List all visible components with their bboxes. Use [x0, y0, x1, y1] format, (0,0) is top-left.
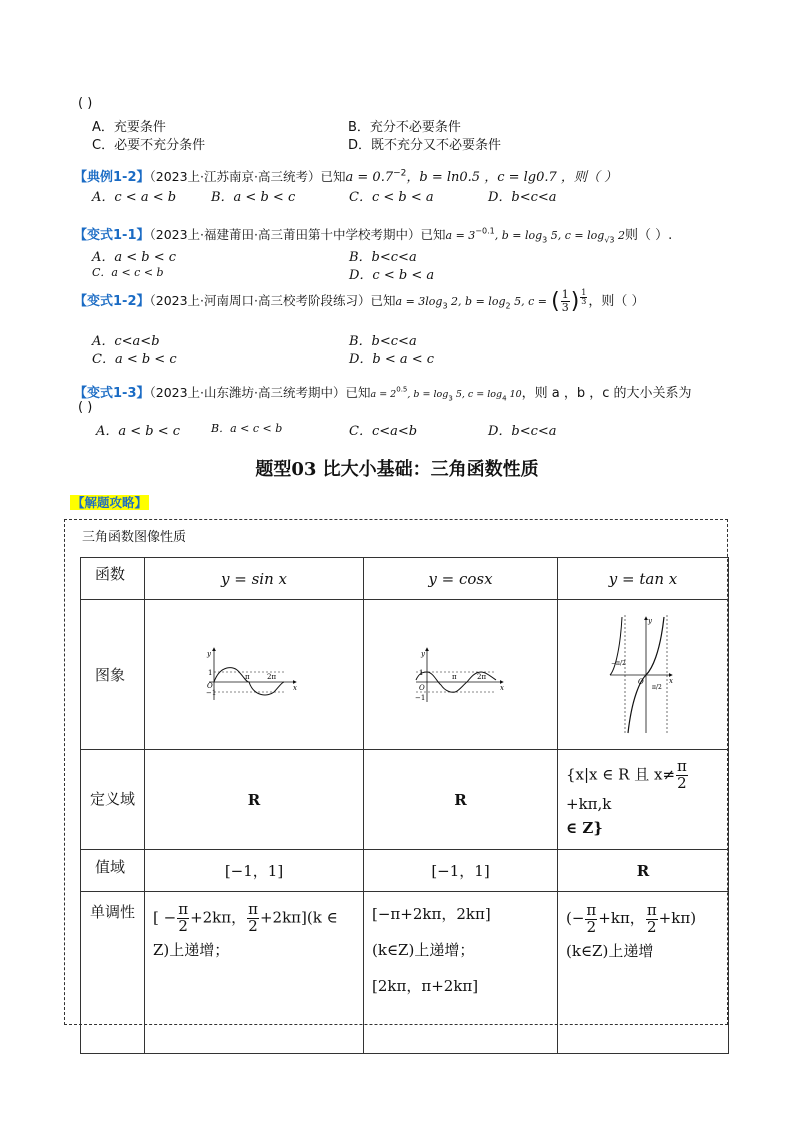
q4-option-a[interactable]: A．a < b < c	[96, 424, 181, 439]
header-tan: y = tan x	[558, 558, 729, 600]
tan-graph	[608, 613, 678, 737]
q3-stem	[74, 289, 645, 321]
q4-expr2: , b = log	[407, 389, 449, 400]
q0-paren: ( )	[78, 96, 93, 111]
mono-sin-frac2: $\frac{\pi}{2}$	[248, 900, 258, 935]
q4-source: （2023上·山东潍坊·高三统考期中）已知	[149, 385, 371, 400]
q3-option-a[interactable]: A．c<a<b	[92, 334, 160, 349]
table-row	[81, 558, 729, 600]
row-graph-label: 图象	[81, 600, 145, 750]
mono-sin	[145, 892, 364, 1054]
tan-y-label: y	[648, 616, 652, 625]
q3-option-d[interactable]: D．b < a < c	[349, 352, 435, 367]
q4-sub1: 3	[448, 394, 453, 403]
domain-tan-part-a: {x|x ∈ R 且 x≠	[566, 765, 676, 784]
q3-exponent: 1 3	[581, 288, 587, 307]
tan-origin-label: O	[638, 677, 644, 686]
header-cos: y = cosx	[364, 558, 558, 600]
box-title: 三角函数图像性质	[82, 530, 187, 545]
q4-expr3: 5, c = log	[452, 389, 503, 400]
q3-option-c[interactable]: C．a < b < c	[92, 352, 177, 367]
row-range-label: 值域	[81, 850, 145, 892]
sin-y-label: y	[207, 649, 211, 658]
sin-origin-label: O	[207, 681, 213, 690]
trig-properties-table	[80, 557, 729, 1054]
q2-option-b[interactable]: B．b<c<a	[349, 250, 417, 265]
header-func: 函数	[81, 558, 145, 600]
q2-option-d[interactable]: D．c < b < a	[349, 268, 435, 283]
sin-one-label: 1	[208, 668, 213, 677]
q2-option-c[interactable]: C．a < c < b	[92, 266, 164, 279]
q0-option-b[interactable]: B．充分不必要条件	[348, 120, 461, 135]
mono-cos	[364, 892, 558, 1054]
q2-expr3: 5, c = log	[547, 229, 605, 242]
table-row	[81, 850, 729, 892]
q2-option-a[interactable]: A．a < b < c	[92, 250, 177, 265]
mono-sin-a: [ −	[153, 908, 177, 927]
q1-exp-a: −2	[393, 168, 407, 179]
q2-expr2: , b = log	[494, 229, 543, 242]
domain-tan-part-c: ∈ Z}	[566, 818, 603, 837]
q4-option-d[interactable]: D．b<c<a	[488, 424, 557, 439]
mono-sin-d: Z)上递增；	[153, 940, 230, 959]
mono-cos-b: (k∈Z)上递增；	[372, 941, 475, 959]
mono-sin-frac1: $\frac{\pi}{2}$	[178, 900, 189, 935]
q1-tag: 【典例1-2】	[74, 170, 150, 185]
sin-neg-one-label: −1	[206, 688, 217, 697]
mono-tan	[558, 892, 729, 1054]
q3-option-b[interactable]: B．b<c<a	[349, 334, 417, 349]
cos-y-label: y	[420, 649, 425, 658]
q4-option-c[interactable]: C．c<a<b	[349, 424, 418, 439]
table-row	[81, 600, 729, 750]
tan-x-label: x	[669, 676, 673, 685]
q0-option-d[interactable]: D．既不充分又不必要条件	[348, 138, 502, 153]
q2-sub1: 3	[542, 235, 548, 245]
cos-graph	[411, 645, 511, 705]
q2-tag: 【变式1-1】	[74, 228, 150, 243]
q4-paren: ( )	[78, 400, 93, 415]
q4-tag: 【变式1-3】	[74, 386, 150, 401]
cos-2pi-label: 2π	[476, 672, 486, 681]
domain-tan-part-b: +kπ,k	[566, 794, 612, 813]
cos-graph-cell	[364, 600, 558, 750]
q1-expr-a: a = 0.7	[345, 170, 394, 185]
mono-tan-d: (k∈Z)上递增	[566, 942, 654, 961]
q4-exp: 0.5	[396, 385, 408, 394]
table-row	[81, 892, 729, 1054]
mono-sin-b: +2kπ，	[190, 908, 247, 927]
q4-expr4: 10	[506, 389, 522, 400]
mono-tan-a: (−	[566, 909, 585, 927]
cos-one-label: 1	[418, 668, 423, 677]
domain-cos: R	[364, 750, 558, 850]
q1-option-a[interactable]: A．c < a < b	[92, 190, 177, 205]
mono-cos-a: [−π+2kπ，2kπ]	[372, 905, 491, 923]
q2-expr4: 2	[614, 229, 625, 242]
q3-source: （2023上·河南周口·高三校考阶段练习）已知	[149, 293, 396, 308]
q3-lparen: (	[551, 289, 560, 314]
q4-option-b[interactable]: B．a < c < b	[211, 422, 283, 435]
q2-source: （2023上·福建莆田·高三莆田第十中学校考期中）已知	[149, 227, 446, 242]
q2-tail: 则（ ）.	[625, 228, 673, 243]
sin-2pi-label: 2π	[267, 672, 277, 681]
range-sin: [−1，1]	[145, 850, 364, 892]
q1-source: （2023上·江苏南京·高三统考）已知	[149, 169, 346, 184]
cos-x-label: x	[499, 683, 504, 692]
domain-tan-frac: $\frac{\pi}{2}$	[677, 757, 687, 792]
q4-stem	[74, 382, 692, 403]
sin-graph-cell	[145, 600, 364, 750]
cos-neg-one-label: −1	[414, 693, 425, 702]
mono-tan-frac1: $\frac{\pi}{2}$	[586, 900, 597, 936]
q3-expr: a = 3log	[395, 295, 443, 308]
q1-stem	[74, 166, 617, 185]
mono-cos-c: [2kπ，π+2kπ]	[372, 977, 479, 995]
section-title: 题型03 比大小基础：三角函数性质	[255, 459, 539, 480]
q1-option-c[interactable]: C．c < b < a	[349, 190, 434, 205]
tan-graph-cell	[558, 600, 729, 750]
cos-pi-label: π	[451, 672, 457, 681]
q4-tail: ，则 a ，b ，c 的大小关系为	[521, 386, 692, 401]
mono-sin-c: +2kπ](k ∈	[259, 908, 338, 927]
sin-pi-label: π	[245, 672, 250, 681]
cos-origin-label: O	[418, 683, 425, 692]
mono-tan-c: +kπ)	[658, 909, 697, 927]
q3-expr2: 2, b = log	[447, 295, 506, 308]
strategy-label: 【解题攻略】	[72, 495, 148, 510]
q3-sub2: 2	[505, 301, 511, 311]
q1-option-b[interactable]: B．a < b < c	[211, 190, 296, 205]
q3-fraction: $\frac{1}{3}$	[561, 288, 569, 314]
q2-expr: a = 3	[445, 229, 476, 242]
q4-expr: a = 2	[370, 389, 397, 400]
tan-pi-half-label: π/2	[652, 683, 662, 691]
q3-tag: 【变式1-2】	[74, 294, 150, 309]
domain-tan	[558, 750, 729, 850]
q0-option-c[interactable]: C．必要不充分条件	[92, 138, 206, 153]
q4-sub2: 4	[502, 394, 507, 403]
mono-tan-b: +kπ，	[598, 909, 645, 927]
sin-x-label: x	[293, 683, 297, 692]
tan-neg-pi-half-label: −π/2	[611, 659, 626, 667]
q3-rparen: )	[570, 289, 580, 314]
q0-option-a[interactable]: A．充要条件	[92, 120, 166, 135]
range-cos: [−1，1]	[364, 850, 558, 892]
q1-expr-b: ，b = ln0.5 ，c = lg0.7 ，则（ ）	[406, 170, 618, 185]
range-tan: R	[558, 850, 729, 892]
q2-stem	[74, 224, 672, 245]
q3-tail: ，则（ ）	[588, 294, 645, 309]
q3-expr3: 5, c =	[510, 295, 547, 308]
q2-exp: −0.1	[475, 226, 495, 236]
header-sin: y = sin x	[145, 558, 364, 600]
domain-sin: R	[145, 750, 364, 850]
mono-tan-frac2: $\frac{\pi}{2}$	[646, 900, 657, 936]
q1-option-d[interactable]: D．b<c<a	[488, 190, 557, 205]
sin-graph	[204, 645, 304, 705]
table-row	[81, 750, 729, 850]
q2-sub2: √3	[604, 235, 615, 245]
q3-sub1: 3	[442, 301, 448, 311]
row-mono-label: 单调性	[81, 892, 145, 1054]
row-domain-label: 定义域	[81, 750, 145, 850]
